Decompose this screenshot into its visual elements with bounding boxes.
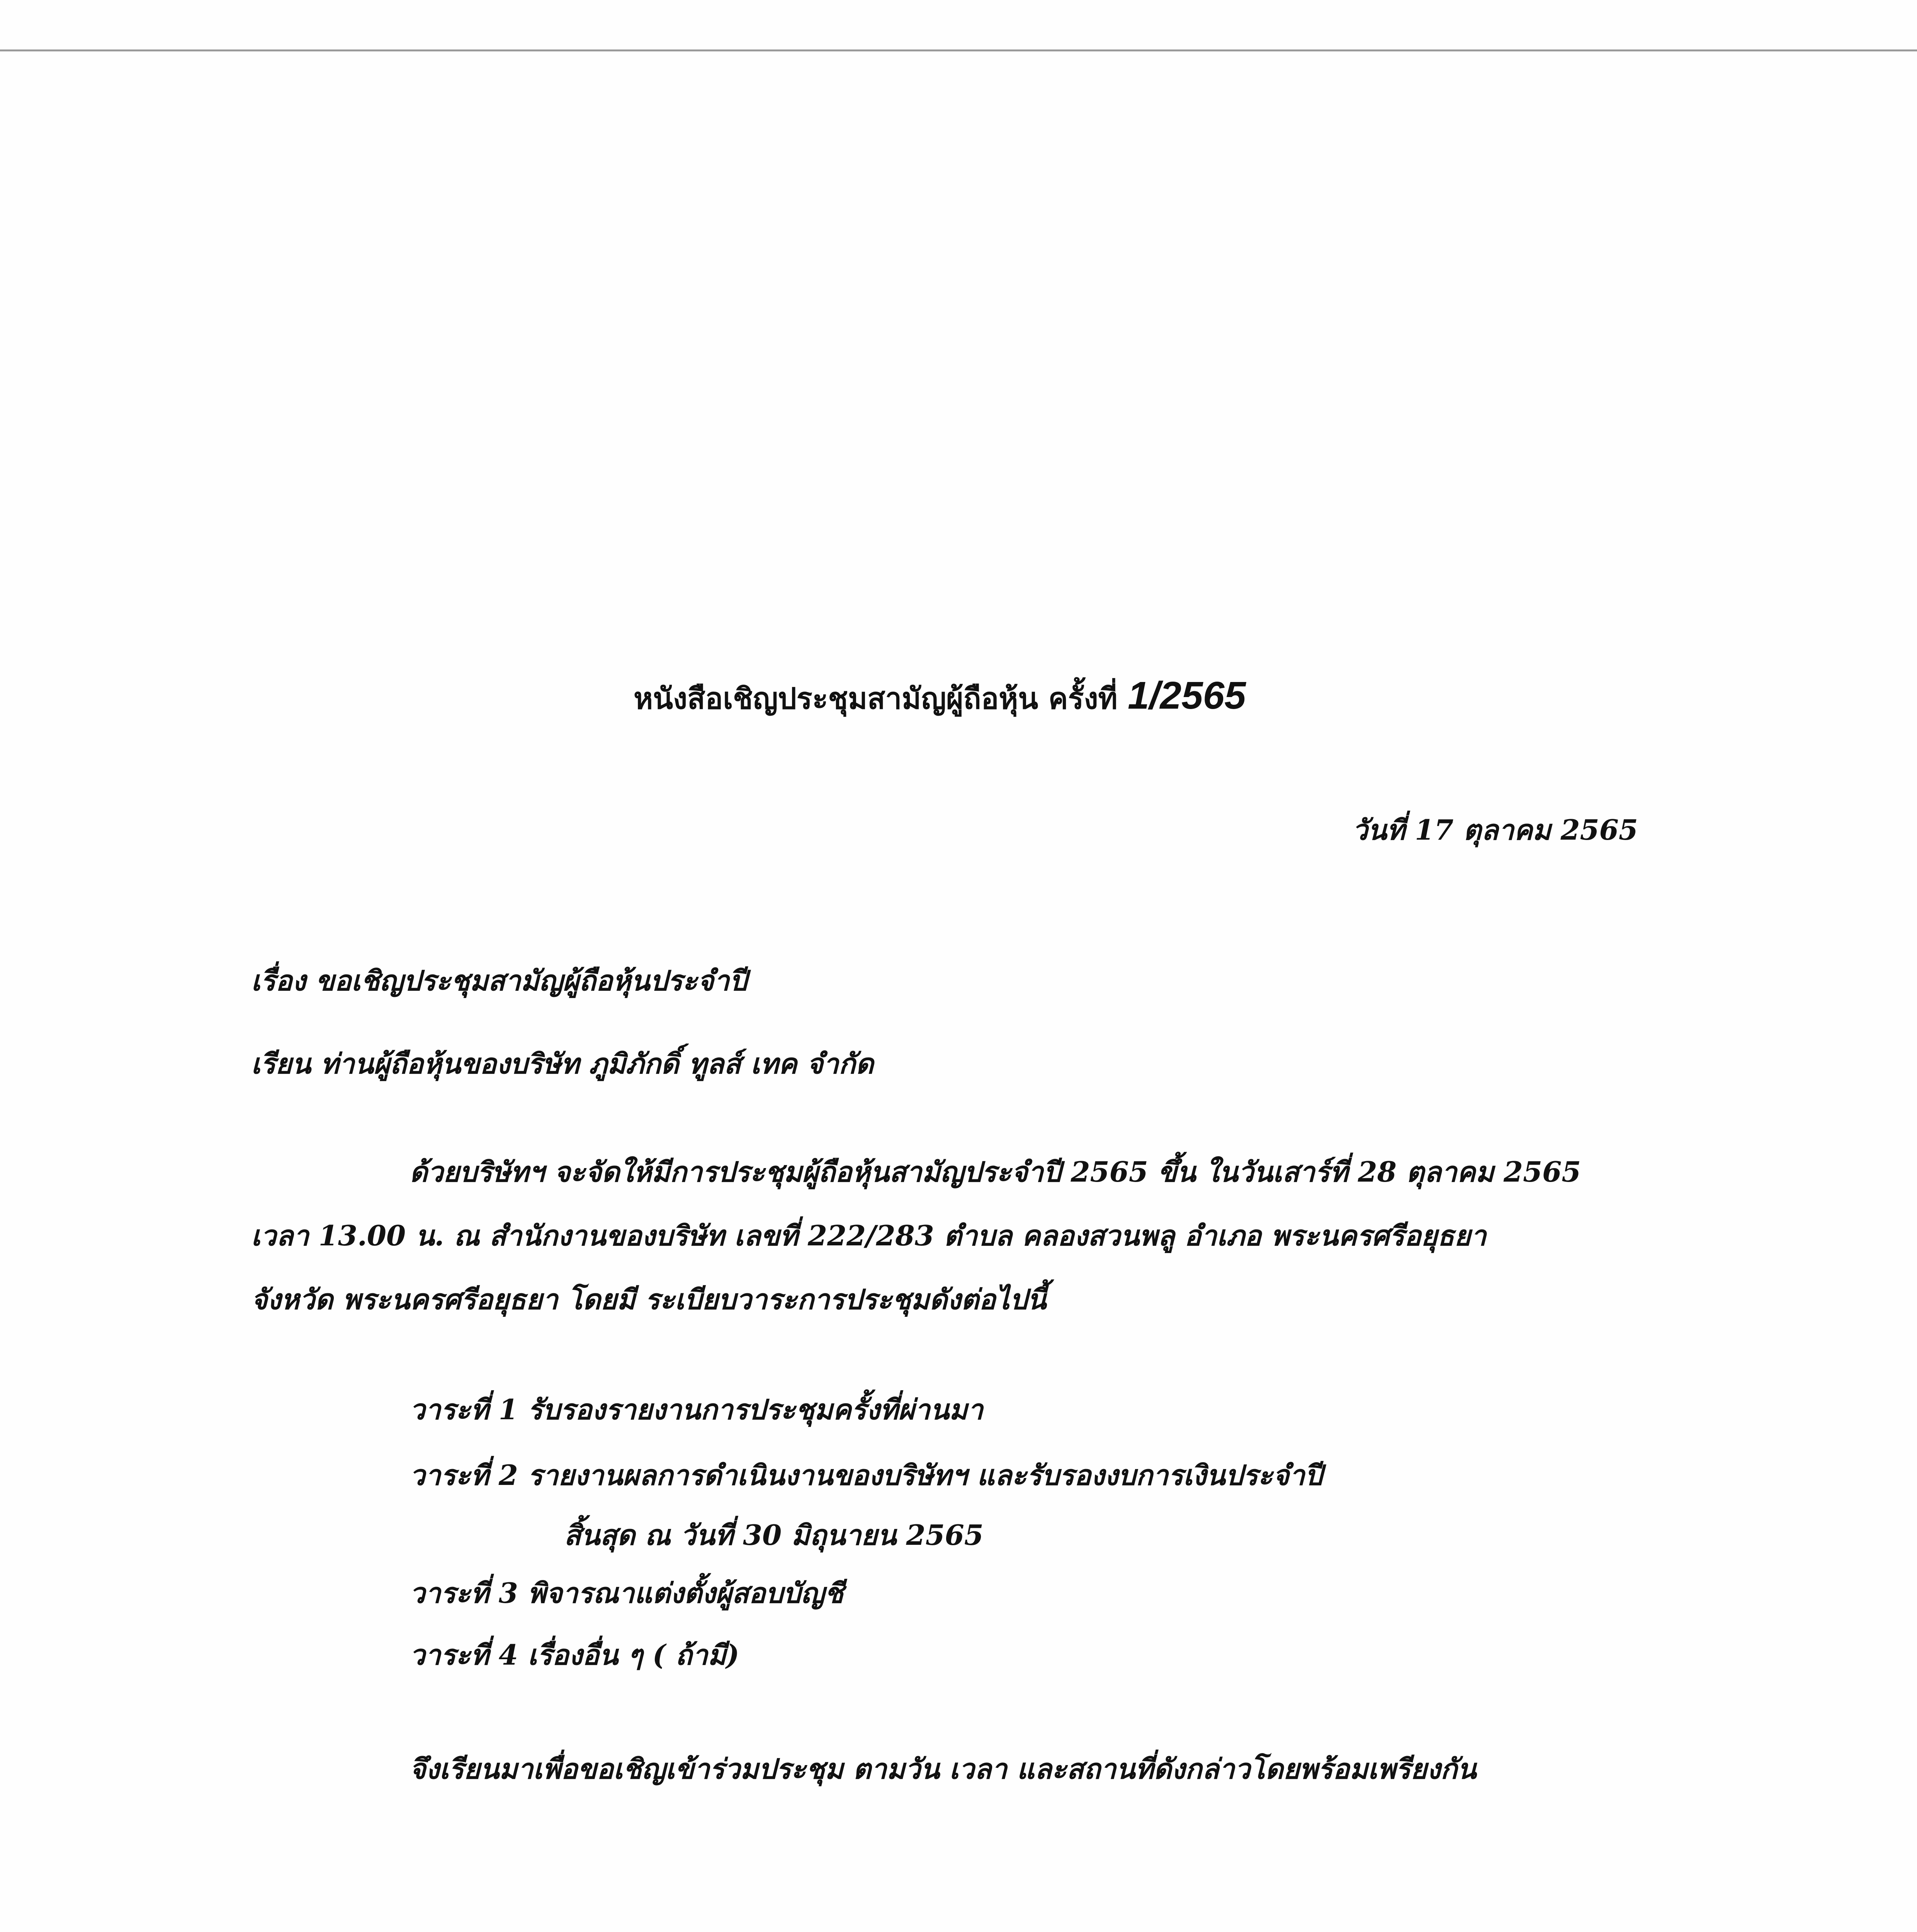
- letter-date: วันที่ 17 ตุลาคม 2565: [1352, 813, 1638, 846]
- body-line-1: ด้วยบริษัทฯ จะจัดให้มีการประชุมผู้ถือหุ้นสามัญประจำปี 2565 ขึ้น ในวันเสาร์ที่ 28 ตุลาคม 2565: [410, 1155, 1581, 1188]
- body-line-3: จังหวัด พระนครศรีอยุธยา โดยมี ระเบียบวาระการประชุมดังต่อไปนี้: [251, 1283, 1047, 1316]
- agenda-item-2-continued: สิ้นสุด ณ วันที่ 30 มิถุนายน 2565: [564, 1519, 984, 1551]
- letter-title-number: 1/2565: [1128, 674, 1246, 717]
- letter-title-text: หนังสือเชิญประชุมสามัญผู้ถือหุ้น ครั้งที่: [634, 681, 1128, 716]
- top-scan-rule: [0, 49, 1917, 51]
- letter-title: [634, 672, 1246, 719]
- agenda-item-1: วาระที่ 1 รับรองรายงานการประชุมครั้งที่ผ่านมา: [410, 1393, 983, 1426]
- letter-recipient: เรียน ท่านผู้ถือหุ้นของบริษัท ภูมิภักดิ์ ทูลส์ เทค จำกัด: [251, 1047, 874, 1080]
- body-line-2: เวลา 13.00 น. ณ สำนักงานของบริษัท เลขที่ 222/283 ตำบล คลองสวนพลู อำเภอ พระนครศรีอยุธยา: [251, 1219, 1487, 1252]
- agenda-item-4: วาระที่ 4 เรื่องอื่น ๆ ( ถ้ามี): [410, 1638, 739, 1671]
- agenda-item-2: วาระที่ 2 รายงานผลการดำเนินงานของบริษัทฯ และรับรองงบการเงินประจำปี: [410, 1459, 1322, 1492]
- letter-subject: เรื่อง ขอเชิญประชุมสามัญผู้ถือหุ้นประจำปี: [251, 964, 747, 997]
- agenda-item-3: วาระที่ 3 พิจารณาแต่งตั้งผู้สอบบัญชี: [410, 1577, 844, 1609]
- closing-line: จึงเรียนมาเพื่อขอเชิญเข้าร่วมประชุม ตามวัน เวลา และสถานที่ดังกล่าวโดยพร้อมเพรียงกัน: [410, 1752, 1477, 1785]
